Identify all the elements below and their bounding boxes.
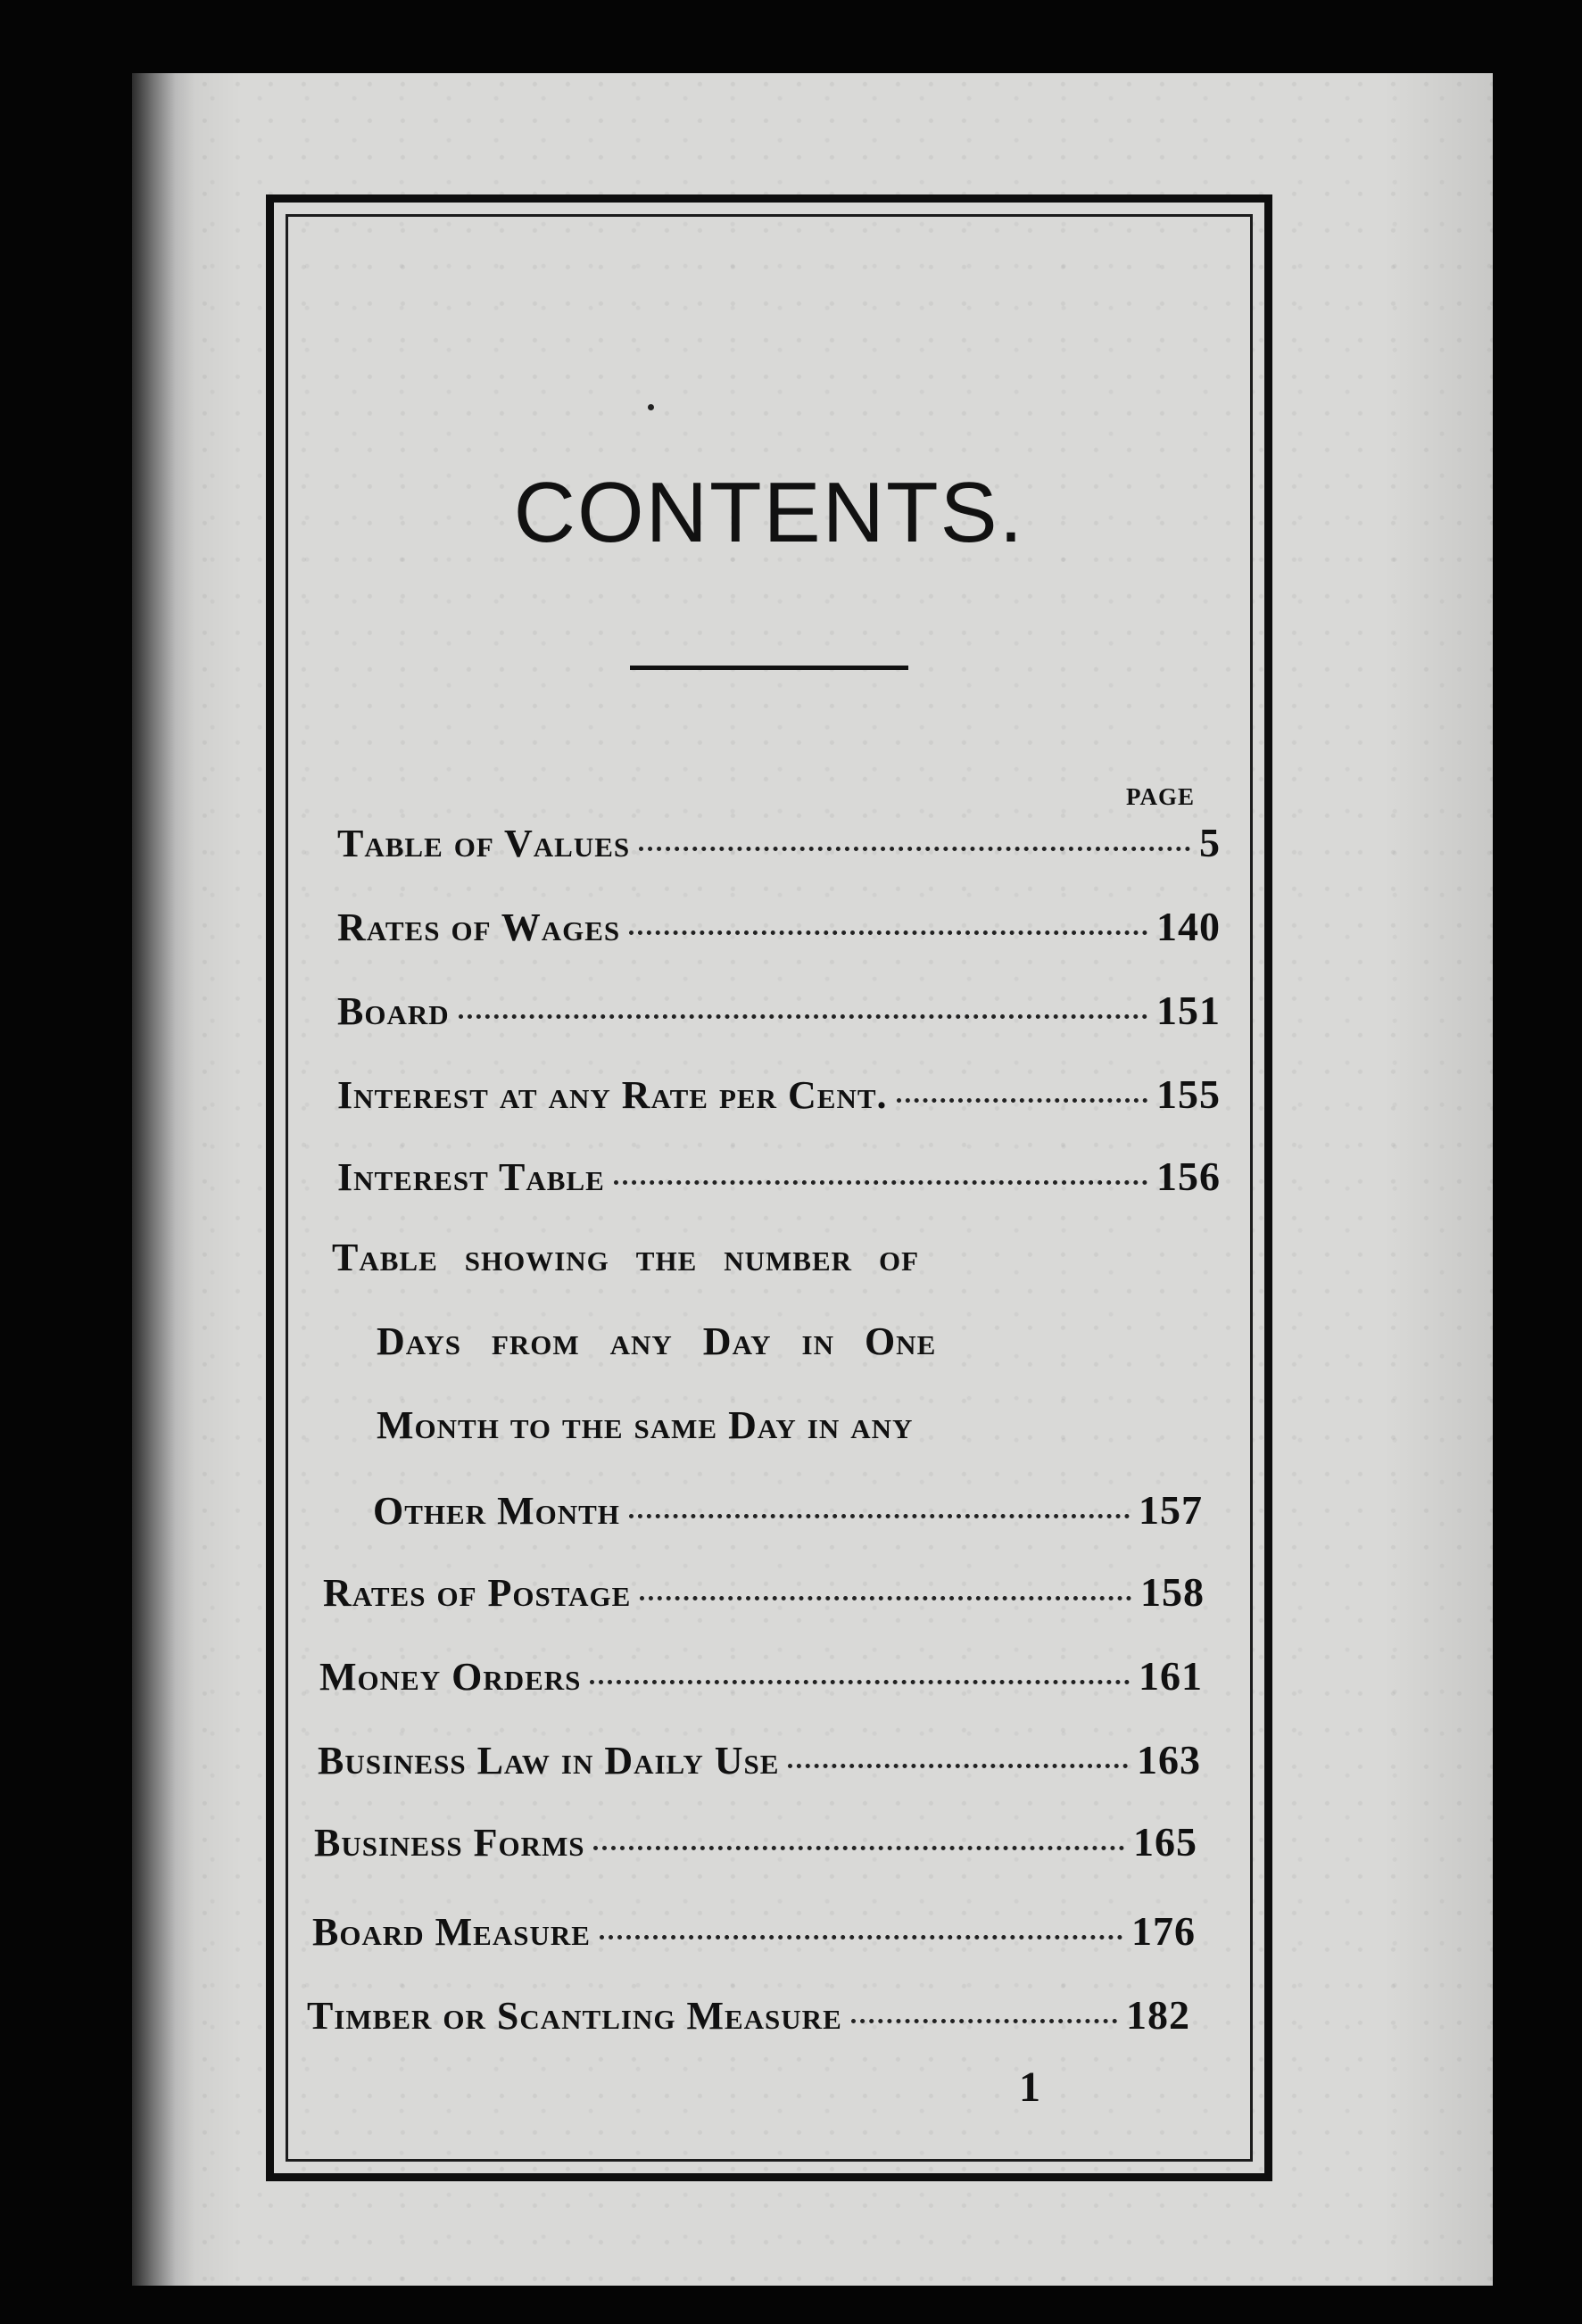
dot-leader xyxy=(590,1680,1130,1684)
toc-entry xyxy=(337,903,1221,950)
toc-entry-page: 161 xyxy=(1139,1653,1203,1699)
toc-entry-page: 140 xyxy=(1156,904,1221,949)
toc-entry-page: 156 xyxy=(1156,1154,1221,1199)
dot-leader xyxy=(614,1180,1147,1185)
toc-entry-page: 182 xyxy=(1126,1992,1190,2038)
toc-entry xyxy=(314,1818,1197,1865)
page-title: CONTENTS. xyxy=(513,465,1025,560)
toc-entry xyxy=(337,819,1221,866)
toc-entry-label: Other Month xyxy=(373,1489,620,1533)
toc-entry-page: 165 xyxy=(1133,1819,1197,1865)
toc-entry-label: Board xyxy=(337,989,450,1033)
ink-speck xyxy=(648,404,654,410)
toc-entry-label: Timber or Scantling Measure xyxy=(307,1994,842,2038)
toc-entry-label: Rates of Wages xyxy=(337,906,621,949)
dot-leader xyxy=(788,1764,1128,1768)
page-number: 1 xyxy=(1019,2063,1040,2111)
toc-entry xyxy=(319,1652,1203,1700)
toc-entry xyxy=(337,987,1221,1034)
dot-leader xyxy=(593,1846,1124,1850)
toc-entry xyxy=(337,1071,1221,1118)
toc-entry-label: Board Measure xyxy=(312,1910,591,1954)
toc-entry xyxy=(373,1486,1203,1534)
toc-entry-label: Money Orders xyxy=(319,1655,582,1699)
dot-leader xyxy=(640,1596,1131,1600)
toc-entry-page: 5 xyxy=(1199,820,1221,865)
toc-entry-label: Rates of Postage xyxy=(323,1571,632,1615)
dot-leader xyxy=(459,1014,1147,1019)
toc-entry-page: 157 xyxy=(1139,1487,1203,1533)
toc-entry-page: 155 xyxy=(1156,1071,1221,1117)
toc-entry xyxy=(307,1991,1190,2039)
dot-leader xyxy=(600,1935,1122,1939)
toc-multiline-line: Table showing the number of xyxy=(332,1236,920,1279)
toc-entry-label: Table of Values xyxy=(337,822,631,865)
page-binding-edge xyxy=(132,73,195,2286)
toc-entry-label: Business Forms xyxy=(314,1821,585,1865)
toc-entry xyxy=(312,1907,1196,1955)
toc-entry xyxy=(337,1153,1221,1200)
dot-leader xyxy=(629,1514,1130,1518)
toc-entry-label: Interest Table xyxy=(337,1155,605,1199)
toc-entry-page: 163 xyxy=(1137,1737,1201,1782)
dot-leader xyxy=(897,1098,1147,1103)
toc-entry xyxy=(323,1568,1205,1616)
toc-entry xyxy=(318,1736,1201,1783)
toc-entry-page: 176 xyxy=(1131,1908,1196,1954)
title-rule xyxy=(630,666,908,670)
toc-entry-page: 158 xyxy=(1140,1569,1205,1615)
dot-leader xyxy=(851,2019,1117,2023)
dot-leader xyxy=(629,930,1147,935)
dot-leader xyxy=(639,847,1190,851)
toc-entry-label: Business Law in Daily Use xyxy=(318,1739,780,1782)
toc-multiline-line: Days from any Day in One xyxy=(377,1319,937,1363)
toc-multiline-line: Month to the same Day in any xyxy=(377,1403,914,1447)
page-column-header: PAGE xyxy=(1126,783,1195,810)
toc-entry-page: 151 xyxy=(1156,988,1221,1033)
toc-entry-label: Interest at any Rate per Cent. xyxy=(337,1073,888,1117)
